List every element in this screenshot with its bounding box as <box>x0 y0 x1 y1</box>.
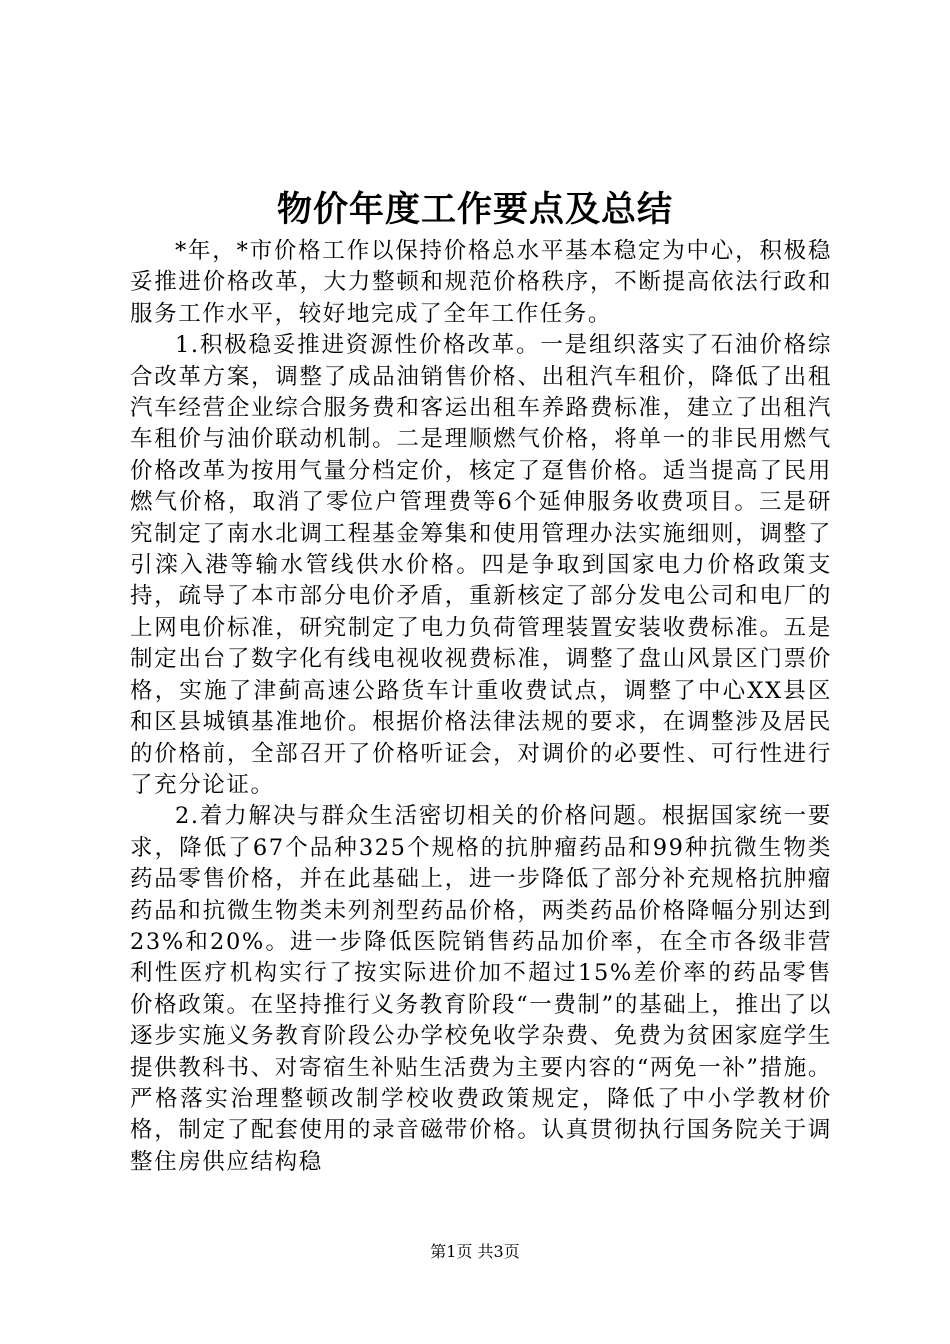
page-footer: 第1页 共3页 <box>430 1242 520 1261</box>
document-title: 物价年度工作要点及总结 <box>276 189 673 230</box>
document-body <box>130 236 832 1178</box>
paragraph-livelihood-pricing: 2.着力解决与群众生活密切相关的价格问题。根据国家统一要求，降低了67个品种325个规格的抗肿瘤药品和99种抗微生物类药品零售价格，并在此基础上，进一步降低了部分补充规格抗肿瘤药品和抗微生物类未列剂型药品价格，两类药品价格降幅分别达到23%和20%。进一步降低医院销售药品加价率，在全市各级非营利性医疗机构实行了按实际进价加不超过15%差价率的药品零售价格政策。在坚持推行义务教育阶段“一费制”的基础上，推出了以逐步实施义务教育阶段公办学校免收学杂费、免费为贫困家庭学生提供教科书、对寄宿生补贴生活费为主要内容的“两免一补”措施。严格落实治理整顿改制学校收费政策规定，降低了中小学教材价格，制定了配套使用的录音磁带价格。认真贯彻执行国务院关于调整住房供应结构稳 <box>130 803 832 1175</box>
paragraph-intro: *年，*市价格工作以保持价格总水平基本稳定为中心，积极稳妥推进价格改革，大力整顿和规范价格秩序，不断提高依法行政和服务工作水平，较好地完成了全年工作任务。 <box>130 238 832 327</box>
paragraph-resource-pricing-reform: 1.积极稳妥推进资源性价格改革。一是组织落实了石油价格综合改革方案，调整了成品油销售价格、出租汽车租价，降低了出租汽车经营企业综合服务费和客运出租车养路费标准，建立了出租汽车租价与油价联动机制。二是理顺燃气价格，将单一的非民用燃气价格改革为按用气量分档定价，核定了趸售价格。适当提高了民用燃气价格，取消了零位户管理费等6个延伸服务收费项目。三是研究制定了南水北调工程基金筹集和使用管理办法实施细则，调整了引滦入港等输水管线供水价格。四是争取到国家电力价格政策支持，疏导了本市部分电价矛盾，重新核定了部分发电公司和电厂的上网电价标准，研究制定了电力负荷管理装置安装收费标准。五是制定出台了数字化有线电视收视费标准，调整了盘山风景区门票价格，实施了津蓟高速公路货车计重收费试点，调整了中心XX县区和区县城镇基准地价。根据价格法律法规的要求，在调整涉及居民的价格前，全部召开了价格听证会，对调价的必要性、可行性进行了充分论证。 <box>130 332 832 798</box>
